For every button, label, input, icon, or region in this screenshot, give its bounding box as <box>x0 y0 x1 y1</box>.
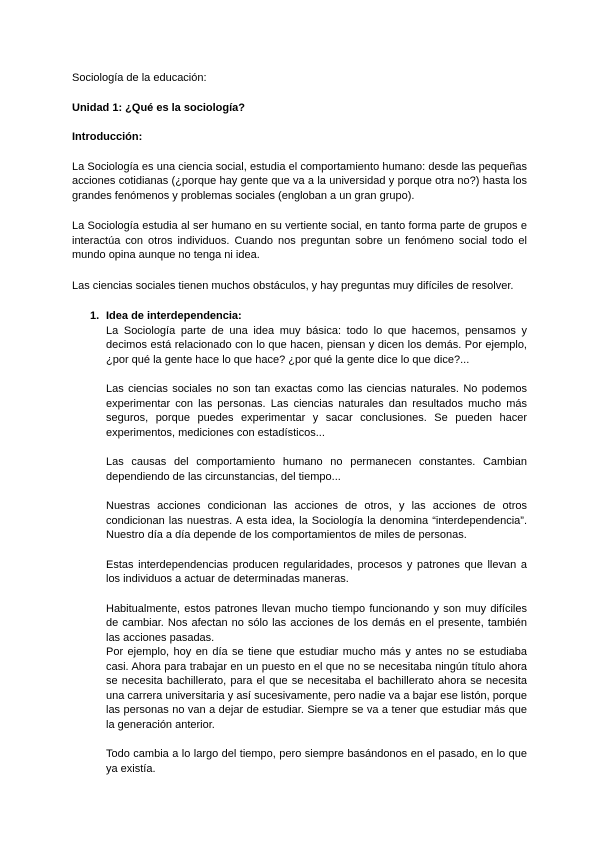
section-paragraph: Por ejemplo, hoy en día se tiene que estudiar mucho más y antes no se estudiaba casi. Ahora para trabajar en un puesto en el que no se necesitaba ningún título ahora se necesita bachillerato, para el que se necesitaba el bachillerato ahora se necesita una carrera universitaria y así sucesivamente, pero nadie va a bajar ese listón, porque las personas no van a dejar de estudiar. Siempre se va a tener que estudiar más que la generación anterior. <box>106 646 527 731</box>
section-paragraph: Estas interdependencias producen regularidades, procesos y patrones que llevan a los individuos a actuar de determinadas maneras. <box>106 558 527 585</box>
section-paragraph: Todo cambia a lo largo del tiempo, pero siempre basándonos en el pasado, en lo que ya existía. <box>106 748 527 775</box>
course-title: Sociología de la educación: <box>72 72 207 84</box>
intro-paragraph: Las ciencias sociales tienen muchos obstáculos, y hay preguntas muy difíciles de resolver. <box>72 279 514 292</box>
intro-paragraph: La Sociología es una ciencia social, estudia el comportamiento humano: desde las pequeñas acciones cotidianas (¿porque hay gente que va a la universidad y porque otra no?) hasta los grandes fenómenos y problemas sociales (engloban a un gran grupo). <box>72 160 527 202</box>
section-paragraph: Las causas del comportamiento humano no permanecen constantes. Cambian dependiendo de las circunstancias, del tiempo... <box>106 456 527 483</box>
section-heading: Idea de interdependencia: <box>106 310 242 322</box>
numbered-section <box>90 309 527 776</box>
intro-paragraph: La Sociología estudia al ser humano en su vertiente social, en tanto forma parte de grupos e interactúa con otros individuos. Cuando nos preguntan sobre un fenómeno social todo el mundo opina aunque no tenga ni idea. <box>72 220 527 261</box>
section-paragraph: Las ciencias sociales no son tan exactas como las ciencias naturales. No podemos experimentar con las personas. Las ciencias naturales dan resultados mucho más seguros, porque puedes experimentar y sacar conclusiones. Se pueden hacer experimentos, mediciones con estadísticos... <box>106 383 527 439</box>
section-paragraph: Habitualmente, estos patrones llevan mucho tiempo funcionando y son muy difíciles de cambiar. Nos afectan no sólo las acciones de los demás en el presente, también las acciones pasadas. <box>106 602 527 644</box>
document-page <box>72 71 527 776</box>
section-paragraph: Nuestras acciones condicionan las acciones de otros, y las acciones de otros condicionan las nuestras. A esta idea, la Sociología la denomina “interdependencia”. Nuestro día a día depende de los comportamientos de miles de personas. <box>106 500 527 541</box>
intro-heading: Introducción: <box>72 131 143 143</box>
section-paragraph: La Sociología parte de una idea muy básica: todo lo que hacemos, pensamos y decimos está relacionado con lo que hacen, piensan y dicen los demás. Por ejemplo, ¿por qué la gente hace lo que hace? ¿por qué la gente dice lo que dice?... <box>106 324 527 366</box>
section-number: 1. <box>90 310 100 322</box>
unit-title: Unidad 1: ¿Qué es la sociología? <box>72 101 245 114</box>
